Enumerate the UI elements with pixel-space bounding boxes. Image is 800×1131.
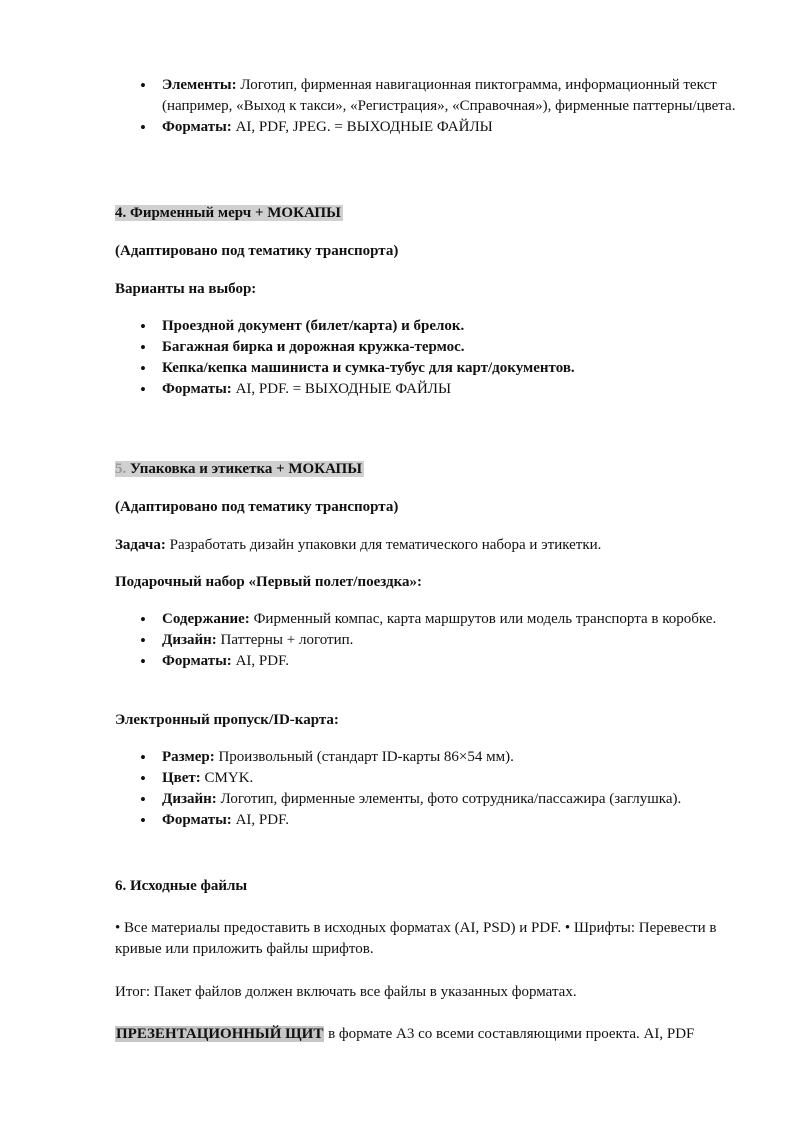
list-item: • Элементы: Логотип, фирменная навигационная пиктограмма, информационный текст (например, «Выход к такси», «Регистрация», «Справочная»), фирменные паттерны/цвета. <box>140 75 736 117</box>
list-item: • Форматы: AI, PDF, JPEG. = ВЫХОДНЫЕ ФАЙЛЫ <box>140 117 736 138</box>
section3-list <box>140 75 736 138</box>
list-item: • Содержание: Фирменный компас, карта маршрутов или модель транспорта в коробке. <box>140 609 736 630</box>
list-item: • Дизайн: Логотип, фирменные элементы, фото сотрудника/пассажира (заглушка). <box>140 789 736 810</box>
section6-paragraph: • Все материалы предоставить в исходных форматах (AI, PSD) и PDF. • Шрифты: Перевести в кривые или приложить файлы шрифтов. <box>115 920 717 957</box>
section4-subtitle: (Адаптировано под тематику транспорта) <box>115 243 399 259</box>
list-item: • Кепка/кепка машиниста и сумка-тубус для карт/документов. <box>140 358 736 379</box>
section4-heading: 4. Фирменный мерч + МОКАПЫ <box>115 205 341 221</box>
section5-subtitle: (Адаптировано под тематику транспорта) <box>115 499 399 515</box>
id-card-list <box>140 747 736 831</box>
section6-heading: 6. Исходные файлы <box>115 878 248 894</box>
section5-heading: 5. Упаковка и этикетка + МОКАПЫ <box>115 461 362 477</box>
gift-set-list <box>140 609 736 672</box>
list-item: • Форматы: AI, PDF. <box>140 810 736 831</box>
section6-summary: Итог: Пакет файлов должен включать все файлы в указанных форматах. <box>115 984 577 1000</box>
section4-list <box>140 316 736 400</box>
list-item: • Багажная бирка и дорожная кружка-термос. <box>140 337 736 358</box>
section5-task: Задача: Разработать дизайн упаковки для тематического набора и этикетки. <box>115 537 602 553</box>
presentation-board-line: ПРЕЗЕНТАЦИОННЫЙ ЩИТ в формате А3 со всеми составляющими проекта. AI, PDF <box>116 1026 695 1042</box>
list-item: • Форматы: AI, PDF. = ВЫХОДНЫЕ ФАЙЛЫ <box>140 379 736 400</box>
list-item: • Цвет: CMYK. <box>140 768 736 789</box>
list-item: • Проездной документ (билет/карта) и брелок. <box>140 316 736 337</box>
gift-set-heading: Подарочный набор «Первый полет/поездка»: <box>115 574 423 590</box>
section4-choices-label: Варианты на выбор: <box>115 281 257 297</box>
list-item: • Размер: Произвольный (стандарт ID-карты 86×54 мм). <box>140 747 736 768</box>
list-item: • Дизайн: Паттерны + логотип. <box>140 630 736 651</box>
id-card-heading: Электронный пропуск/ID-карта: <box>115 712 339 728</box>
list-item: • Форматы: AI, PDF. <box>140 651 736 672</box>
